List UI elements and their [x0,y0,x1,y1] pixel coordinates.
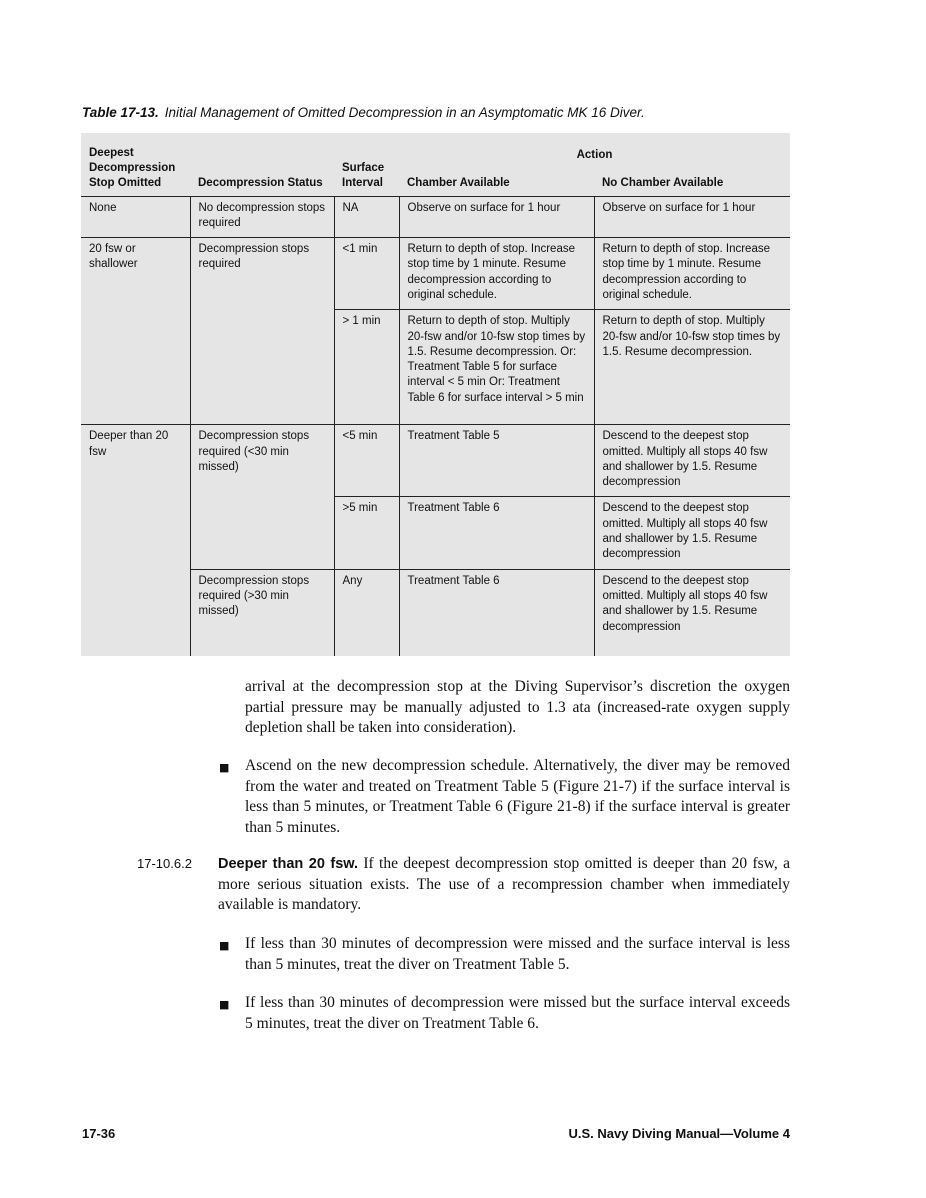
header-deepest-stop: Deepest Decompression Stop Omitted [89,146,176,190]
manual-title: U.S. Navy Diving Manual—Volume 4 [568,1126,790,1141]
cell-chamber: Return to depth of stop. Increase stop time by 1 minute. Resume decompression according to original schedule. [399,238,594,310]
cell-surface: > 1 min [334,310,399,425]
cell-no-chamber: Descend to the deepest stop omitted. Multiply all stops 40 fsw and shallower by 1.5. Resume decompression [594,497,790,569]
bullet-paragraph-exceeds-5: If less than 30 minutes of decompression were missed but the surface interval exceeds 5 minutes, treat the diver on Treatment Table 6. [245,994,790,1032]
cell-no-chamber: Descend to the deepest stop omitted. Multiply all stops 40 fsw and shallower by 1.5. Resume decompression [594,569,790,656]
bullet-marker: ■ [219,998,230,1011]
cell-surface: NA [334,196,399,238]
cell-surface: >5 min [334,497,399,569]
table-label: Table 17-13. [82,105,159,120]
table-title: Initial Management of Omitted Decompression in an Asymptomatic MK 16 Diver. [164,105,645,120]
bullet-paragraph-less-than-5: If less than 30 minutes of decompression were missed and the surface interval is less than 5 minutes, treat the diver on Treatment Table 5. [245,935,790,973]
cell-status: Decompression stops required (<30 min missed) [190,425,334,569]
table-row [81,238,790,310]
cell-deepest: None [81,196,190,238]
section-text: If the deepest decompression stop omitted is deeper than 20 fsw, a more serious situation exists. The use of a recompression chamber when immediately available is mandatory. [218,855,790,913]
cell-status: Decompression stops required [190,238,334,425]
cell-deepest: Deeper than 20 fsw [81,425,190,656]
section-paragraph [218,854,790,916]
cell-status: No decompression stops required [190,196,334,238]
cell-chamber: Treatment Table 6 [399,497,594,569]
header-decompression-status: Decompression Status [198,177,323,190]
table-caption [82,105,802,120]
header-chamber-available: Chamber Available [399,171,594,196]
cell-no-chamber: Observe on surface for 1 hour [594,196,790,238]
header-surface-interval: Surface Interval [342,161,385,190]
table-row [81,425,790,497]
cell-deepest: 20 fsw or shallower [81,238,190,425]
bullet-marker: ■ [219,939,230,952]
table-row [81,196,790,238]
cell-chamber: Return to depth of stop. Multiply 20-fsw and/or 10-fsw stop times by 1.5. Resume decompression. Or: Treatment Table 5 for surface interval < 5 min Or: Treatment Table 6 for surface interval > 5 min [399,310,594,425]
cell-chamber: Treatment Table 5 [399,425,594,497]
page-number: 17-36 [82,1126,116,1141]
header-action: Action [576,149,613,162]
header-no-chamber-available: No Chamber Available [594,171,790,196]
cell-no-chamber: Descend to the deepest stop omitted. Multiply all stops 40 fsw and shallower by 1.5. Resume decompression [594,425,790,497]
section-number: 17-10.6.2 [137,856,192,871]
bullet-marker: ■ [219,761,230,774]
section-heading: Deeper than 20 fsw. [218,856,359,872]
omitted-decompression-table [81,133,790,656]
continuation-paragraph: arrival at the decompression stop at the Diving Supervisor’s discretion the oxygen partial pressure may be manually adjusted to 1.3 ata (increased-rate oxygen supply depletion shall be taken into consideration). [245,678,790,736]
cell-chamber: Treatment Table 6 [399,569,594,656]
cell-no-chamber: Return to depth of stop. Increase stop time by 1 minute. Resume decompression according to original schedule. [594,238,790,310]
bullet-paragraph-ascend: Ascend on the new decompression schedule. Alternatively, the diver may be removed from the water and treated on Treatment Table 5 (Figure 21-7) if the surface interval is less than 5 minutes, or Treatment Table 6 (Figure 21-8) if the surface interval is greater than 5 minutes. [245,757,790,836]
cell-no-chamber: Return to depth of stop. Multiply 20-fsw and/or 10-fsw stop times by 1.5. Resume decompression. [594,310,790,425]
cell-status: Decompression stops required (>30 min missed) [190,569,334,656]
cell-surface: <5 min [334,425,399,497]
cell-surface: Any [334,569,399,656]
cell-surface: <1 min [334,238,399,310]
cell-chamber: Observe on surface for 1 hour [399,196,594,238]
